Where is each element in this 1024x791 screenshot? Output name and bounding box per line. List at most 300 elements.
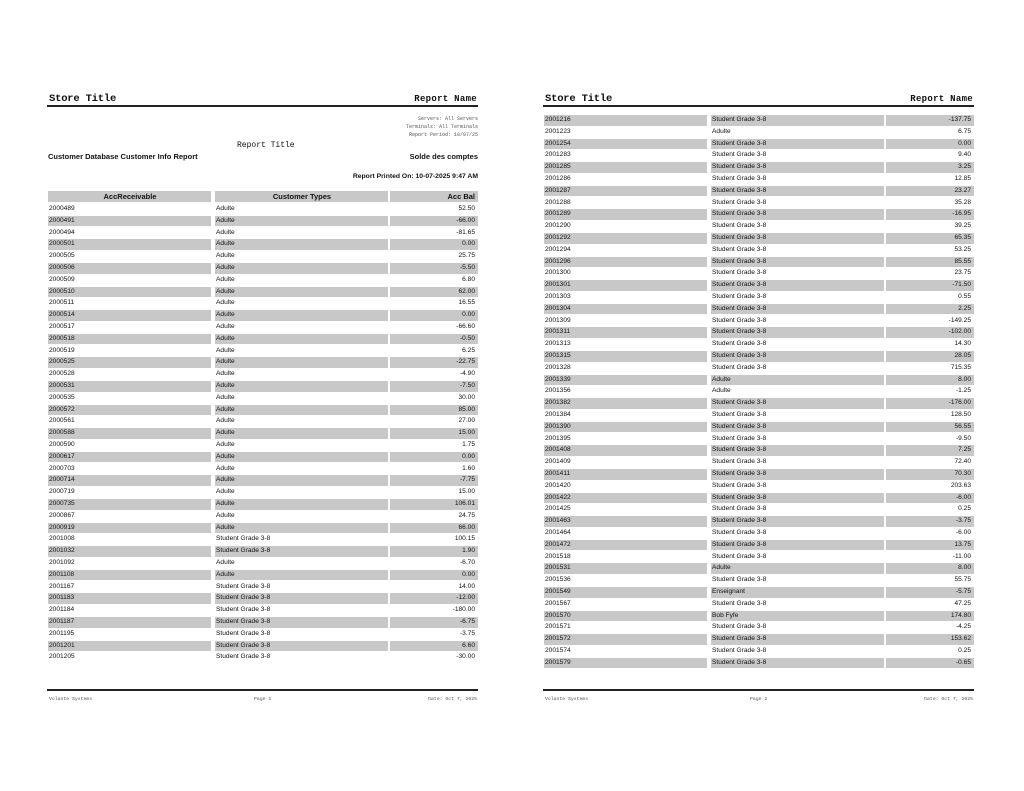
account-cell: 2001309 [545, 316, 571, 324]
table-row [48, 239, 478, 251]
balance-cell: 47.25 [954, 599, 971, 607]
account-cell: 2001567 [545, 599, 571, 607]
account-cell: 2001216 [544, 115, 707, 126]
customer-type-cell: Student Grade 3-8 [711, 422, 884, 433]
table-row [48, 558, 478, 570]
balance-cell: -7.50 [390, 381, 478, 392]
table-row [544, 634, 974, 646]
account-cell: 2000703 [49, 464, 75, 472]
balance-cell: -149.25 [948, 316, 971, 324]
account-cell: 2000735 [48, 499, 211, 510]
account-cell: 2000714 [48, 475, 211, 486]
table-row [48, 357, 478, 369]
balance-cell: 0.00 [390, 452, 478, 463]
customer-type-cell: Student Grade 3-8 [712, 481, 767, 489]
store-title: Store Title [49, 93, 117, 105]
balance-cell: 8.00 [886, 375, 974, 386]
balance-cell: 0.25 [958, 647, 971, 654]
table-row [544, 422, 974, 434]
account-cell: 2001283 [545, 151, 571, 159]
table-row [544, 139, 974, 151]
table-row [48, 475, 478, 487]
customer-type-cell: Student Grade 3-8 [712, 623, 767, 631]
customer-type-cell: Student Grade 3-8 [712, 151, 767, 159]
account-cell: 2001409 [545, 458, 571, 466]
table-row [48, 523, 478, 535]
account-cell: 2001223 [545, 127, 571, 135]
account-cell: 2001411 [544, 469, 707, 480]
column-header-acc-bal: Acc Bal [390, 191, 478, 202]
customer-type-cell: Adulte [216, 559, 235, 566]
balance-cell: 66.00 [390, 523, 478, 534]
balance-cell: 28.05 [886, 351, 974, 362]
customer-type-cell: Adulte [216, 346, 235, 354]
account-cell: 2001579 [544, 658, 707, 669]
balance-cell: 23.75 [954, 269, 971, 277]
table-row [544, 504, 974, 516]
terminals-label: Terminals: All Terminals [405, 124, 478, 130]
customer-type-cell: Student Grade 3-8 [215, 641, 388, 652]
balance-cell: 0.00 [390, 239, 478, 250]
customer-type-cell: Bob Fyfe [711, 611, 884, 622]
balance-cell: 3.25 [886, 162, 974, 173]
balance-cell: 2.25 [886, 304, 974, 315]
balance-cell: -6.70 [459, 559, 475, 566]
customer-type-cell: Adulte [216, 393, 235, 401]
balance-cell: -6.00 [955, 529, 971, 536]
balance-cell: 72.40 [954, 458, 971, 466]
table-row [48, 322, 478, 334]
table-row [48, 416, 478, 428]
balance-cell: 1.90 [390, 546, 478, 557]
balance-cell: 6.75 [958, 127, 971, 135]
account-cell: 2001008 [49, 535, 75, 543]
table-row [544, 599, 974, 611]
table-row [544, 363, 974, 375]
account-cell: 2001328 [545, 363, 571, 371]
report-title: Report Title [237, 141, 295, 150]
customer-type-cell: Adulte [216, 370, 235, 378]
table-row [544, 493, 974, 505]
balance-cell: 23.27 [886, 186, 974, 197]
table-row [48, 381, 478, 393]
table-row [48, 298, 478, 310]
report-name: Report Name [910, 94, 973, 104]
balance-cell: -180.00 [452, 606, 475, 614]
customer-type-cell: Student Grade 3-8 [712, 222, 767, 230]
account-cell: 2001536 [545, 576, 571, 584]
balance-cell: 6.25 [462, 346, 475, 354]
table-row [48, 593, 478, 605]
page-header [47, 93, 478, 107]
table-row [544, 150, 974, 162]
balance-cell: -12.00 [390, 593, 478, 604]
balance-cell: 52.50 [458, 205, 475, 212]
footer-date: Date: Oct 7, 2025 [428, 697, 477, 702]
balance-cell: -4.25 [955, 623, 971, 631]
balance-cell: -137.75 [886, 115, 974, 126]
table-row [544, 280, 974, 292]
customer-type-cell: Student Grade 3-8 [216, 582, 271, 590]
account-cell: 2001289 [544, 209, 707, 220]
account-cell: 2001300 [545, 269, 571, 277]
account-cell: 2001287 [544, 186, 707, 197]
account-cell: 2001549 [544, 587, 707, 598]
footer-company: Volante Systems [545, 697, 589, 702]
table-row [48, 652, 478, 664]
customer-type-cell: Student Grade 3-8 [712, 552, 767, 560]
table-header [48, 191, 478, 202]
customer-type-cell: Adulte [215, 499, 388, 510]
account-cell: 2001356 [545, 387, 571, 395]
customer-type-cell: Student Grade 3-8 [711, 634, 884, 645]
account-cell: 2000511 [49, 299, 75, 307]
table-row [48, 499, 478, 511]
balance-cell: -102.00 [886, 327, 974, 338]
table-row [544, 327, 974, 339]
footer-company: Volante Systems [49, 697, 93, 702]
column-header-customer-types: Customer Types [215, 191, 388, 202]
account-cell: 2001288 [545, 198, 571, 206]
customer-type-cell: Student Grade 3-8 [712, 529, 767, 536]
account-cell: 2001254 [544, 139, 707, 150]
customer-type-cell: Adulte [215, 239, 388, 250]
table-row [48, 251, 478, 263]
balance-cell: -3.75 [459, 629, 475, 637]
balance-cell: 30.00 [458, 393, 475, 401]
page-footer [543, 689, 974, 705]
customer-type-cell: Student Grade 3-8 [712, 505, 767, 513]
balance-cell: 62.00 [390, 287, 478, 298]
page-footer [47, 689, 478, 705]
customer-type-cell: Student Grade 3-8 [711, 280, 884, 291]
balance-cell: 203.63 [950, 481, 971, 489]
account-cell: 2000719 [49, 488, 75, 496]
customer-type-cell: Student Grade 3-8 [712, 576, 767, 584]
balance-cell: 16.55 [458, 299, 475, 307]
customer-type-cell: Adulte [215, 475, 388, 486]
account-cell: 2001304 [544, 304, 707, 315]
account-cell: 2001285 [544, 162, 707, 173]
account-cell: 2000531 [48, 381, 211, 392]
account-cell: 2000518 [48, 334, 211, 345]
account-cell: 2000510 [48, 287, 211, 298]
customer-type-cell: Student Grade 3-8 [711, 469, 884, 480]
table-row [544, 410, 974, 422]
account-cell: 2000590 [49, 441, 75, 448]
account-cell: 2000491 [48, 216, 211, 227]
account-cell: 2001422 [544, 493, 707, 504]
account-cell: 2001408 [544, 445, 707, 456]
account-cell: 2001571 [545, 623, 571, 631]
customer-type-cell: Adulte [216, 299, 235, 307]
account-cell: 2001518 [545, 552, 571, 560]
table-row [48, 582, 478, 594]
customer-type-cell: Adulte [216, 275, 235, 283]
customer-type-cell: Adulte [216, 205, 235, 212]
account-cell: 2001464 [545, 529, 571, 536]
table-row [544, 186, 974, 198]
table-row [48, 546, 478, 558]
account-cell: 2001463 [544, 516, 707, 527]
account-cell: 2001472 [544, 540, 707, 551]
table-row [48, 487, 478, 499]
table-row [544, 611, 974, 623]
customer-type-cell: Adulte [711, 375, 884, 386]
table-row [544, 398, 974, 410]
table-row [544, 469, 974, 481]
customer-type-cell: Student Grade 3-8 [712, 316, 767, 324]
customer-type-cell: Adulte [215, 523, 388, 534]
balance-cell: 0.00 [886, 139, 974, 150]
customer-type-cell: Adulte [215, 287, 388, 298]
customer-type-cell: Student Grade 3-8 [712, 198, 767, 206]
account-cell: 2000525 [48, 357, 211, 368]
customer-type-cell: Student Grade 3-8 [711, 233, 884, 244]
account-cell: 2001187 [48, 617, 211, 628]
customer-type-cell: Adulte [216, 228, 235, 236]
table-row [48, 310, 478, 322]
table-row [544, 445, 974, 457]
servers-label: Servers: All Servers [417, 116, 478, 122]
customer-type-cell: Student Grade 3-8 [711, 304, 884, 315]
account-cell: 2001339 [544, 375, 707, 386]
customer-type-cell: Student Grade 3-8 [711, 351, 884, 362]
customer-type-cell: Student Grade 3-8 [216, 606, 271, 614]
table-row [544, 221, 974, 233]
customer-type-cell: Adulte [215, 570, 388, 581]
balance-cell: 6.60 [390, 641, 478, 652]
customer-type-cell: Adulte [216, 252, 235, 260]
account-cell: 2000535 [49, 393, 75, 401]
account-cell: 2001195 [49, 629, 75, 637]
balance-cell: -5.50 [390, 263, 478, 274]
balance-cell: -22.75 [390, 357, 478, 368]
printed-on-label: Report Printed On: 10-07-2025 9:47 AM [352, 173, 478, 180]
balance-cell: 39.25 [954, 222, 971, 230]
table-row [544, 257, 974, 269]
account-cell: 2001313 [545, 340, 571, 348]
balance-cell: -30.00 [456, 653, 475, 661]
customer-type-cell: Student Grade 3-8 [215, 593, 388, 604]
table-row [48, 204, 478, 216]
balance-cell: 85.00 [390, 405, 478, 416]
report-name: Report Name [414, 94, 477, 104]
balance-cell: 15.00 [390, 428, 478, 439]
database-report-title: Customer Database Customer Info Report [48, 152, 198, 161]
table-row [544, 375, 974, 387]
customer-type-cell: Student Grade 3-8 [711, 115, 884, 126]
customer-type-cell: Student Grade 3-8 [711, 327, 884, 338]
balance-cell: 9.40 [958, 151, 971, 159]
account-cell: 2000506 [48, 263, 211, 274]
customer-type-cell: Adulte [215, 334, 388, 345]
balance-cell: 0.25 [958, 505, 971, 513]
table-row [544, 304, 974, 316]
table-row [544, 162, 974, 174]
account-cell: 2001390 [544, 422, 707, 433]
account-cell: 2001183 [48, 593, 211, 604]
account-cell: 2001108 [48, 570, 211, 581]
table-row [48, 641, 478, 653]
table-row [544, 351, 974, 363]
table-row [544, 245, 974, 257]
account-cell: 2000501 [48, 239, 211, 250]
balance-cell: -176.00 [886, 398, 974, 409]
customer-type-cell: Student Grade 3-8 [711, 139, 884, 150]
table-row [544, 646, 974, 658]
account-cell: 2001315 [544, 351, 707, 362]
table-row [544, 292, 974, 304]
balance-cell: 12.85 [954, 175, 971, 182]
table-row [544, 268, 974, 280]
customer-type-cell: Student Grade 3-8 [711, 186, 884, 197]
customer-type-cell: Adulte [216, 488, 235, 496]
balance-cell: 1.60 [462, 464, 475, 472]
table-row [544, 233, 974, 245]
balance-cell: -71.50 [886, 280, 974, 291]
account-cell: 2001290 [545, 222, 571, 230]
balance-cell: 14.00 [458, 582, 475, 590]
balance-cell: -4.90 [459, 370, 475, 378]
account-cell: 2001311 [544, 327, 707, 338]
balance-cell: 85.55 [886, 257, 974, 268]
customer-type-cell: Adulte [216, 323, 235, 330]
table-row [544, 622, 974, 634]
table-row [544, 115, 974, 127]
customer-type-cell: Student Grade 3-8 [712, 269, 767, 277]
account-cell: 2001384 [545, 411, 571, 418]
balance-cell: -0.50 [390, 334, 478, 345]
account-cell: 2000509 [49, 275, 75, 283]
table-row [48, 440, 478, 452]
account-cell: 2001572 [544, 634, 707, 645]
balance-cell: 0.00 [390, 310, 478, 321]
account-cell: 2001092 [49, 559, 75, 566]
account-cell: 2000528 [49, 370, 75, 378]
customer-type-cell: Student Grade 3-8 [712, 293, 767, 300]
customer-type-cell: Adulte [215, 428, 388, 439]
table-row [48, 405, 478, 417]
balance-cell: 27.00 [458, 417, 475, 425]
account-cell: 2001286 [545, 175, 571, 182]
account-cell: 2001570 [544, 611, 707, 622]
account-cell: 2000919 [48, 523, 211, 534]
table-row [544, 587, 974, 599]
account-cell: 2001205 [49, 653, 75, 661]
table-row [544, 209, 974, 221]
balance-cell: 56.55 [886, 422, 974, 433]
customer-type-cell: Adulte [215, 405, 388, 416]
balance-cell: -16.95 [886, 209, 974, 220]
table-row [544, 658, 974, 670]
customer-type-cell: Student Grade 3-8 [712, 599, 767, 607]
table-row [48, 617, 478, 629]
customer-type-cell: Adulte [712, 387, 731, 395]
table-row [48, 334, 478, 346]
account-cell: 2001292 [544, 233, 707, 244]
customer-type-cell: Student Grade 3-8 [216, 535, 271, 543]
balance-cell: -5.75 [886, 587, 974, 598]
balance-cell: 13.75 [886, 540, 974, 551]
balance-cell: 53.25 [954, 245, 971, 253]
account-cell: 2000489 [49, 205, 75, 212]
balance-cell: 8.00 [886, 563, 974, 574]
balance-cell: 100.15 [454, 535, 475, 543]
customer-type-cell: Enseignant [711, 587, 884, 598]
account-cell: 2001531 [544, 563, 707, 574]
table-row [48, 452, 478, 464]
customer-type-cell: Adulte [712, 127, 731, 135]
customer-type-cell: Adulte [215, 263, 388, 274]
balance-cell: -66.00 [390, 216, 478, 227]
balance-cell: -3.75 [886, 516, 974, 527]
table-row [48, 393, 478, 405]
account-cell: 2000494 [49, 228, 75, 236]
customer-type-cell: Adulte [216, 441, 235, 448]
table-row [48, 428, 478, 440]
customer-type-cell: Student Grade 3-8 [712, 647, 767, 654]
table-row [544, 516, 974, 528]
balance-cell: 106.01 [390, 499, 478, 510]
customer-type-cell: Adulte [215, 357, 388, 368]
table-row [544, 386, 974, 398]
account-cell: 2000517 [49, 323, 75, 330]
balance-cell: 0.55 [958, 293, 971, 300]
table-row [48, 287, 478, 299]
table-row [544, 540, 974, 552]
customer-type-cell: Student Grade 3-8 [712, 363, 767, 371]
table-row [544, 127, 974, 139]
customer-type-cell: Student Grade 3-8 [711, 493, 884, 504]
table-row [48, 629, 478, 641]
table-row [544, 481, 974, 493]
account-cell: 2001294 [545, 245, 571, 253]
customer-type-cell: Adulte [216, 417, 235, 425]
customer-type-cell: Student Grade 3-8 [711, 540, 884, 551]
balance-cell: -0.65 [886, 658, 974, 669]
balance-cell: 153.62 [886, 634, 974, 645]
table-row [48, 534, 478, 546]
account-cell: 2000519 [49, 346, 75, 354]
table-row [48, 464, 478, 476]
balance-cell: 7.25 [886, 445, 974, 456]
report-page-2 [543, 0, 983, 791]
table-row [544, 316, 974, 328]
balance-cell: -9.50 [955, 434, 971, 442]
table-row [48, 605, 478, 617]
balance-cell: -11.00 [952, 552, 971, 560]
store-title: Store Title [545, 93, 613, 105]
solde-title: Solde des comptes [409, 152, 478, 161]
table-row [48, 346, 478, 358]
account-cell: 2000867 [49, 511, 75, 519]
customer-type-cell: Student Grade 3-8 [711, 209, 884, 220]
account-cell: 2001032 [48, 546, 211, 557]
customer-type-cell: Adulte [215, 216, 388, 227]
customer-type-cell: Student Grade 3-8 [712, 175, 767, 182]
table-row [544, 339, 974, 351]
footer-page-number: Page 1 [254, 697, 272, 702]
account-cell: 2001167 [49, 582, 75, 590]
column-header-acc-receivable: AccReceivable [48, 191, 211, 202]
customer-type-cell: Adulte [215, 310, 388, 321]
page-header [543, 93, 974, 107]
customer-type-cell: Student Grade 3-8 [711, 398, 884, 409]
customer-type-cell: Student Grade 3-8 [712, 411, 767, 418]
account-cell: 2001184 [49, 606, 75, 614]
table-row [48, 570, 478, 582]
